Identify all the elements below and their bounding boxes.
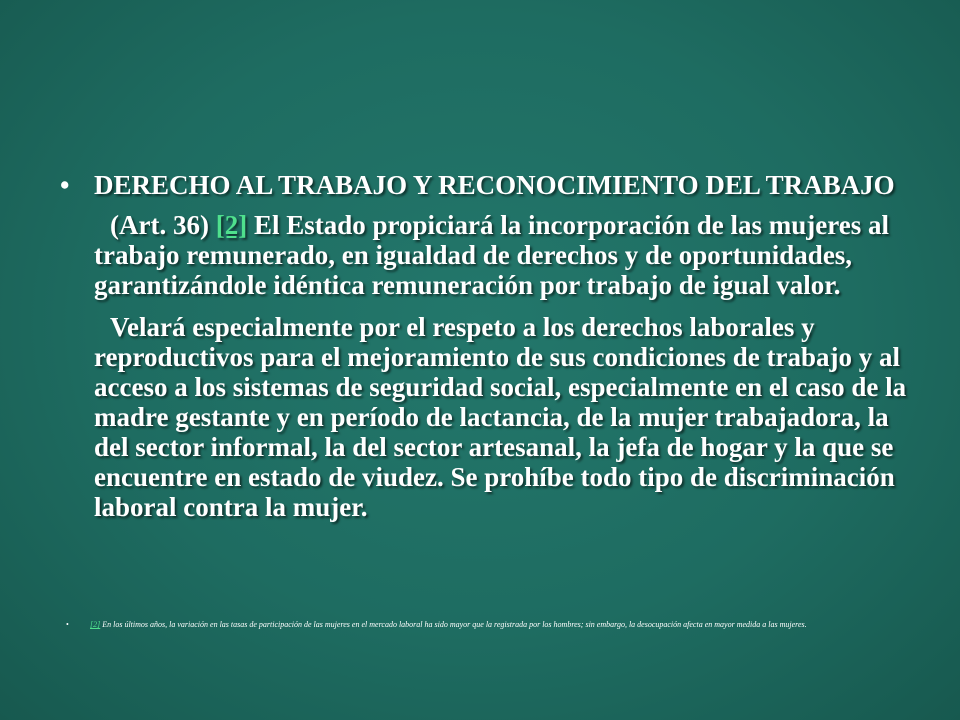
section-heading: DERECHO AL TRABAJO Y RECONOCIMIENTO DEL TRABAJO [94, 170, 895, 200]
bullet-item [60, 170, 920, 522]
footnote [66, 620, 926, 630]
article-text: El Estado propiciará la incorporación de las mujeres al trabajo remunerado, en igualdad de derechos y de oportunidades, garantizándole idéntica remuneración por trabajo de igual valor. [94, 210, 889, 300]
footnote-link[interactable]: [2] [215, 210, 248, 240]
article-paragraph [94, 210, 920, 300]
bullet-marker: • [60, 170, 70, 200]
footnote-bullet: • [66, 620, 69, 629]
slide-content [60, 170, 920, 522]
second-paragraph: Velará especialmente por el respeto a los derechos laborales y reproductivos para el mejoramiento de sus condiciones de trabajo y al acceso a los sistemas de seguridad social, especialmente en el caso de la madre gestante y en período de lactancia, de la mujer trabajadora, la del sector informal, la del sector artesanal, la jefa de hogar y la que se encuentre en estado de viudez. Se prohíbe todo tipo de discriminación laboral contra la mujer. [94, 312, 907, 522]
article-reference: (Art. 36) [110, 210, 216, 240]
footnote-text: En los últimos años, la variación en las tasas de participación de las mujeres en el mercado laboral ha sido mayor que la registrada por los hombres; sin embargo, la desocupación afecta en mayor medida a las mujeres. [100, 620, 807, 629]
footnote-ref-link[interactable]: [2] [90, 620, 101, 629]
